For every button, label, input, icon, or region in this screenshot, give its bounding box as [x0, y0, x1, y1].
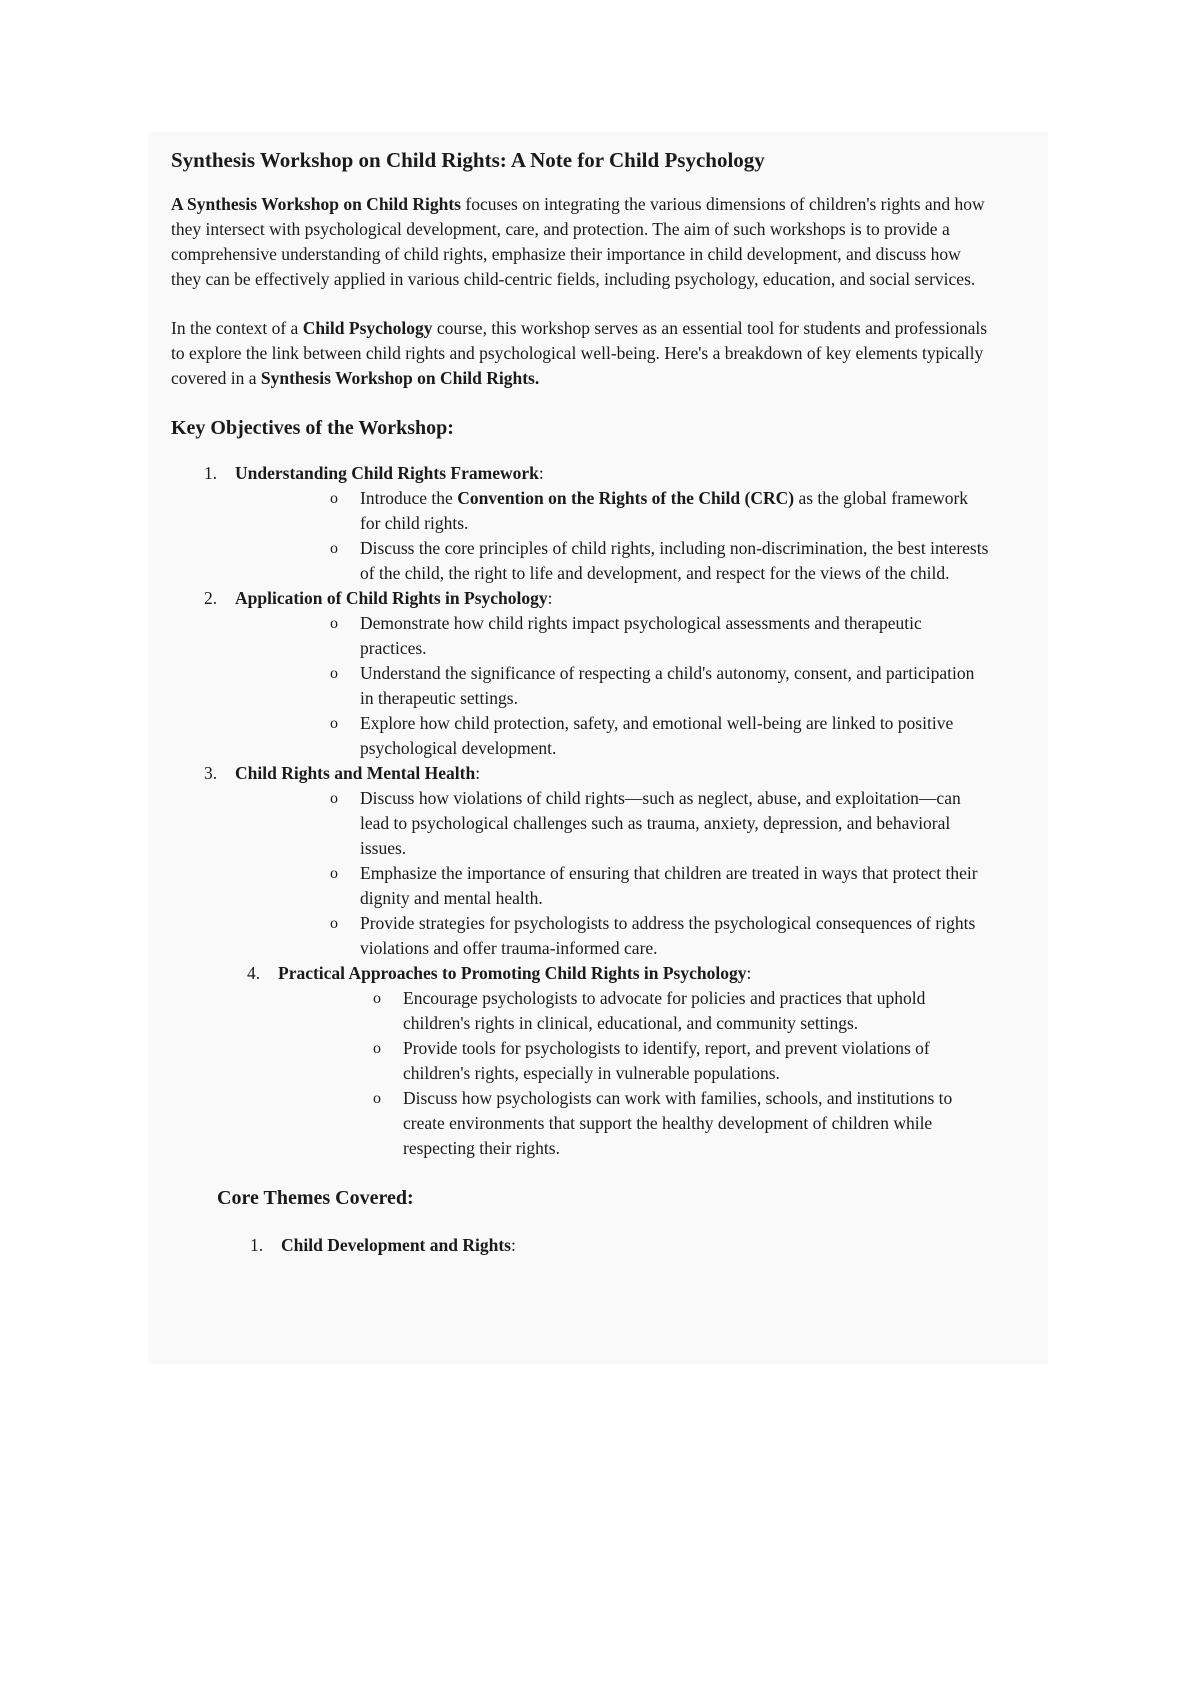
list-item-bold: Convention on the Rights of the Child (CRC) — [457, 488, 795, 508]
objective-colon: : — [475, 763, 481, 783]
context-bold-1: Child Psychology — [302, 318, 433, 338]
objective-sublist — [235, 611, 991, 761]
context-text-2: course, this workshop serves as an essential tool for students and professionals to explore the link between child rights and psychological well-being. Here's a breakdown of key elements typically covered in a — [171, 318, 988, 388]
objective-number: 2. — [204, 588, 218, 608]
document-body — [171, 146, 991, 1258]
list-item-text-post: as the global framework for child rights. — [360, 488, 969, 533]
objective-colon: : — [746, 963, 752, 983]
list-item-text: Discuss how violations of child rights—such as neglect, abuse, and exploitation—can lead to psychological challenges such as trauma, anxiety, depression, and behavioral issues. — [360, 788, 961, 858]
list-item-text: Discuss the core principles of child rights, including non-discrimination, the best interests of the child, the right to life and development, and respect for the views of the child. — [360, 538, 989, 583]
core-themes-heading: Core Themes Covered: — [217, 1187, 414, 1209]
core-theme-colon: : — [510, 1235, 516, 1255]
list-item — [235, 536, 991, 586]
objective-number: 1. — [204, 463, 218, 483]
context-paragraph — [171, 316, 991, 391]
bullet-icon: o — [330, 490, 338, 507]
list-item-text: Explore how child protection, safety, and emotional well-being are linked to positive psychological development. — [360, 713, 954, 758]
list-item — [278, 1086, 991, 1161]
objectives-list — [171, 461, 991, 1161]
bullet-icon: o — [330, 615, 338, 632]
core-theme-number: 1. — [250, 1235, 264, 1255]
objective-sublist — [235, 486, 991, 586]
objective-item — [171, 961, 991, 1161]
core-theme-item — [217, 1233, 991, 1258]
core-themes-list — [217, 1233, 991, 1258]
list-item — [235, 711, 991, 761]
list-item-text: Understand the significance of respecting a child's autonomy, consent, and participation in therapeutic settings. — [360, 663, 975, 708]
bullet-icon: o — [373, 990, 381, 1007]
objective-item — [171, 761, 991, 961]
intro-bold: A Synthesis Workshop on Child Rights — [171, 194, 461, 214]
list-item — [235, 861, 991, 911]
objective-colon: : — [547, 588, 553, 608]
intro-text: focuses on integrating the various dimensions of children's rights and how they intersect with psychological development, care, and protection. The aim of such workshops is to provide a comprehensive understanding of child rights, emphasize their importance in child development, and discuss how they can be effectively applied in various child-centric fields, including psychology, education, and social services. — [171, 194, 985, 289]
bullet-icon: o — [330, 540, 338, 557]
list-item — [278, 986, 991, 1036]
objective-title: Understanding Child Rights Framework — [235, 463, 539, 483]
bullet-icon: o — [373, 1090, 381, 1107]
bullet-icon: o — [330, 865, 338, 882]
objective-title: Application of Child Rights in Psychology — [235, 588, 548, 608]
list-item — [235, 661, 991, 711]
core-themes-section — [217, 1185, 991, 1258]
objective-number: 4. — [247, 963, 261, 983]
list-item-text: Introduce the — [360, 488, 458, 508]
list-item-text: Discuss how psychologists can work with families, schools, and institutions to create environments that support the healthy development of children while respecting their rights. — [403, 1088, 953, 1158]
bullet-icon: o — [330, 790, 338, 807]
list-item — [278, 1036, 991, 1086]
list-item-text: Provide tools for psychologists to identify, report, and prevent violations of children's rights, especially in vulnerable populations. — [403, 1038, 930, 1083]
objective-sublist — [235, 786, 991, 961]
list-item — [235, 786, 991, 861]
bullet-icon: o — [330, 715, 338, 732]
objective-title: Child Rights and Mental Health — [235, 763, 476, 783]
bullet-icon: o — [330, 665, 338, 682]
objective-number: 3. — [204, 763, 218, 783]
objective-colon: : — [538, 463, 544, 483]
document-title: Synthesis Workshop on Child Rights: A Note for Child Psychology — [171, 148, 765, 172]
list-item-text: Demonstrate how child rights impact psychological assessments and therapeutic practices. — [360, 613, 922, 658]
list-item-text: Provide strategies for psychologists to address the psychological consequences of rights violations and offer trauma-informed care. — [360, 913, 976, 958]
intro-paragraph — [171, 192, 991, 292]
objectives-heading: Key Objectives of the Workshop: — [171, 417, 454, 439]
list-item — [235, 911, 991, 961]
core-theme-title: Child Development and Rights — [281, 1235, 511, 1255]
objective-item — [171, 586, 991, 761]
bullet-icon: o — [373, 1040, 381, 1057]
list-item-text: Encourage psychologists to advocate for policies and practices that uphold children's rights in clinical, educational, and community settings. — [403, 988, 926, 1033]
context-text-1: In the context of a — [171, 318, 303, 338]
objective-title: Practical Approaches to Promoting Child Rights in Psychology — [278, 963, 747, 983]
objective-item — [171, 461, 991, 586]
context-bold-2: Synthesis Workshop on Child Rights. — [260, 368, 540, 388]
bullet-icon: o — [330, 915, 338, 932]
list-item — [235, 486, 991, 536]
list-item-text: Emphasize the importance of ensuring that children are treated in ways that protect their dignity and mental health. — [360, 863, 978, 908]
list-item — [235, 611, 991, 661]
objective-sublist — [278, 986, 991, 1161]
